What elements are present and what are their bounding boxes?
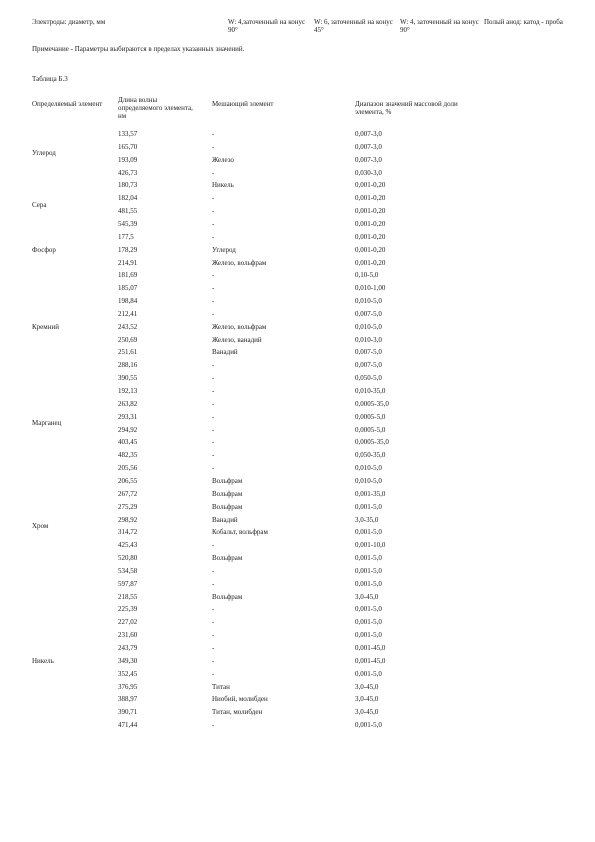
table-row: [0, 387, 595, 400]
interfering-element-cell: Ванадий: [212, 348, 238, 357]
interfering-element-cell: -: [212, 464, 215, 473]
table-row: [0, 438, 595, 451]
wavelength-cell: 288,16: [118, 361, 138, 370]
interfering-element-cell: Титан, молибден: [212, 708, 263, 717]
interfering-element-cell: -: [212, 605, 215, 614]
interfering-element-cell: -: [212, 130, 215, 138]
interfering-element-cell: -: [212, 631, 215, 640]
table-row: [0, 605, 595, 618]
mass-fraction-cell: 0,001-35,0: [355, 489, 386, 498]
wavelength-cell: 165,70: [118, 142, 138, 151]
wavelength-cell: 293,31: [118, 412, 138, 421]
interfering-element-cell: -: [212, 438, 215, 447]
table-row: [0, 413, 595, 426]
interfering-element-cell: Железо, ванадий: [212, 335, 262, 344]
interfering-element-cell: Углерод: [212, 245, 236, 254]
wavelength-cell: 227,02: [118, 618, 138, 627]
element-name: Хром: [32, 521, 49, 530]
table-row: [0, 207, 595, 220]
header-interfering-element: Мешающий элемент: [212, 100, 274, 108]
mass-fraction-cell: 0,001-5,0: [355, 669, 382, 678]
table-row: [0, 708, 595, 721]
mass-fraction-cell: 0,050-5,0: [355, 374, 382, 383]
element-name: Никель: [32, 656, 54, 665]
mass-fraction-cell: 0,001-0,20: [355, 219, 386, 228]
prev-table-cell-w4-90: W: 4,заточенный на конус 90°: [228, 18, 306, 35]
table-row: [0, 477, 595, 490]
mass-fraction-cell: 0,001-5,0: [355, 579, 382, 588]
mass-fraction-cell: 0,001-5,0: [355, 605, 382, 614]
wavelength-cell: 388,97: [118, 695, 138, 704]
wavelength-cell: 243,79: [118, 644, 138, 652]
mass-fraction-cell: 0,010-5,0: [355, 297, 382, 306]
mass-fraction-cell: 0,007-5,0: [355, 361, 382, 370]
mass-fraction-cell: 0,001-0,20: [355, 194, 386, 203]
interfering-element-cell: Железо, вольфрам: [212, 322, 267, 331]
interfering-element-cell: Кобальт, вольфрам: [212, 528, 268, 537]
wavelength-cell: 376,95: [118, 682, 138, 691]
wavelength-cell: 298,92: [118, 515, 138, 524]
table-row: [0, 336, 595, 349]
interfering-element-cell: -: [212, 721, 215, 730]
interfering-element-cell: Вольфрам: [212, 489, 243, 498]
table-title: Таблица Б.3: [32, 75, 68, 83]
mass-fraction-cell: 0,001-0,20: [355, 258, 386, 267]
table-row: [0, 297, 595, 310]
wavelength-cell: 390,71: [118, 708, 138, 717]
wavelength-cell: 403,45: [118, 438, 138, 447]
table-row: [0, 323, 595, 336]
wavelength-cell: 482,35: [118, 451, 138, 460]
interfering-element-cell: -: [212, 579, 215, 588]
mass-fraction-cell: 0,001-45,0: [355, 644, 386, 652]
wavelength-cell: 314,72: [118, 528, 138, 537]
wavelength-cell: 263,82: [118, 399, 138, 408]
mass-fraction-cell: 0,010-1,00: [355, 284, 386, 293]
interfering-element-cell: -: [212, 271, 215, 280]
mass-fraction-cell: 0,001-5,0: [355, 721, 382, 730]
wavelength-cell: 250,69: [118, 335, 138, 344]
interfering-element-cell: Вольфрам: [212, 502, 243, 511]
wavelength-cell: 349,30: [118, 656, 138, 665]
interfering-element-cell: -: [212, 656, 215, 665]
table-row: [0, 657, 595, 670]
mass-fraction-cell: 0,007-5,0: [355, 348, 382, 357]
table-row: [0, 580, 595, 593]
prev-table-cell-w4-90b: W: 4, заточенный на конус 90°: [400, 18, 479, 35]
mass-fraction-cell: 0,001-10,0: [355, 541, 386, 550]
mass-fraction-cell: 0,001-0,20: [355, 245, 386, 254]
wavelength-cell: 231,60: [118, 631, 138, 640]
interfering-element-cell: -: [212, 399, 215, 408]
wavelength-cell: 193,09: [118, 155, 138, 164]
table-row: [0, 490, 595, 503]
table-row: [0, 233, 595, 246]
wavelength-cell: 275,29: [118, 502, 138, 511]
mass-fraction-cell: 3,0-45,0: [355, 695, 379, 704]
prev-table-cell-w6-45: W: 6, заточенный на конус 45°: [314, 18, 393, 35]
table-row: [0, 631, 595, 644]
table-row: [0, 644, 595, 657]
table-row: [0, 361, 595, 374]
mass-fraction-cell: 0,050-35,0: [355, 451, 386, 460]
mass-fraction-cell: 0,010-5,0: [355, 322, 382, 331]
interfering-element-cell: Вольфрам: [212, 476, 243, 485]
table-row: [0, 528, 595, 541]
table-row: [0, 246, 595, 259]
interfering-element-cell: -: [212, 541, 215, 550]
table-row: [0, 670, 595, 683]
interfering-element-cell: Ванадий: [212, 515, 238, 524]
table-row: [0, 310, 595, 323]
wavelength-cell: 178,29: [118, 245, 138, 254]
table-row: [0, 721, 595, 734]
wavelength-cell: 177,5: [118, 232, 134, 241]
wavelength-cell: 425,43: [118, 541, 138, 550]
interfering-element-cell: -: [212, 297, 215, 306]
mass-fraction-cell: 0,0005-35,0: [355, 399, 389, 408]
table-row: [0, 516, 595, 529]
element-name: Марганец: [32, 419, 62, 428]
table-row: [0, 464, 595, 477]
mass-fraction-cell: 0,001-5,0: [355, 502, 382, 511]
interfering-element-cell: Железо: [212, 155, 234, 164]
mass-fraction-cell: 0,0005-5,0: [355, 425, 386, 434]
interfering-element-cell: Вольфрам: [212, 592, 243, 601]
wavelength-cell: 205,56: [118, 464, 138, 473]
element-name: Углерод: [32, 149, 56, 158]
wavelength-cell: 471,44: [118, 721, 138, 730]
interfering-element-cell: -: [212, 451, 215, 460]
table-row: [0, 156, 595, 169]
table-row: [0, 503, 595, 516]
prev-table-cell-electrodes: Электроды: диаметр, мм: [32, 18, 106, 26]
element-name: Фосфор: [32, 245, 56, 254]
interfering-element-cell: -: [212, 309, 215, 318]
interfering-element-cell: -: [212, 168, 215, 177]
mass-fraction-cell: 0,010-35,0: [355, 387, 386, 395]
mass-fraction-cell: 0,001-5,0: [355, 631, 382, 640]
interfering-element-cell: -: [212, 387, 215, 395]
wavelength-cell: 225,39: [118, 605, 138, 614]
mass-fraction-cell: 0,010-3,0: [355, 335, 382, 344]
wavelength-cell: 214,91: [118, 258, 138, 267]
interfering-element-cell: -: [212, 194, 215, 203]
wavelength-cell: 267,72: [118, 489, 138, 498]
table-row: [0, 194, 595, 207]
table-row: [0, 220, 595, 233]
table-row: [0, 348, 595, 361]
mass-fraction-cell: 0,001-45,0: [355, 656, 386, 665]
interfering-element-cell: -: [212, 644, 215, 652]
mass-fraction-cell: 0,010-5,0: [355, 476, 382, 485]
table-row: [0, 271, 595, 284]
wavelength-cell: 597,87: [118, 579, 138, 588]
mass-fraction-cell: 0,10-5,0: [355, 271, 379, 280]
mass-fraction-cell: 0,001-0,20: [355, 232, 386, 241]
interfering-element-cell: -: [212, 207, 215, 216]
wavelength-cell: 198,84: [118, 297, 138, 306]
table-row: [0, 618, 595, 631]
mass-fraction-cell: 3,0-45,0: [355, 682, 379, 691]
mass-fraction-cell: 0,007-3,0: [355, 130, 382, 138]
interfering-element-cell: -: [212, 232, 215, 241]
table-row: [0, 143, 595, 156]
interfering-element-cell: -: [212, 284, 215, 293]
table-row: [0, 451, 595, 464]
mass-fraction-cell: 0,030-3,0: [355, 168, 382, 177]
mass-fraction-cell: 0,001-0,20: [355, 207, 386, 216]
interfering-element-cell: -: [212, 669, 215, 678]
mass-fraction-cell: 0,0005-5,0: [355, 412, 386, 421]
table-row: [0, 130, 595, 143]
table-row: [0, 567, 595, 580]
mass-fraction-cell: 3,0-45,0: [355, 592, 379, 601]
wavelength-cell: 212,41: [118, 309, 138, 318]
interfering-element-cell: -: [212, 566, 215, 575]
header-wavelength: Длина волны определяемого элемента, нм: [118, 96, 193, 121]
table-row: [0, 426, 595, 439]
table-row: [0, 181, 595, 194]
interfering-element-cell: Железо, вольфрам: [212, 258, 267, 267]
wavelength-cell: 218,55: [118, 592, 138, 601]
interfering-element-cell: -: [212, 361, 215, 370]
wavelength-cell: 206,55: [118, 476, 138, 485]
element-name: Сера: [32, 200, 47, 209]
mass-fraction-cell: 3,0-45,0: [355, 708, 379, 717]
wavelength-cell: 243,52: [118, 322, 138, 331]
table-row: [0, 374, 595, 387]
header-mass-fraction-range: Диапазон значений массовой доли элемента, %: [355, 100, 458, 117]
mass-fraction-cell: 0,010-5,0: [355, 464, 382, 473]
wavelength-cell: 534,58: [118, 566, 138, 575]
wavelength-cell: 294,92: [118, 425, 138, 434]
wavelength-cell: 192,13: [118, 387, 138, 395]
mass-fraction-cell: 0,0005-35,0: [355, 438, 389, 447]
interfering-element-cell: -: [212, 618, 215, 627]
table-row: [0, 259, 595, 272]
mass-fraction-cell: 0,001-0,20: [355, 181, 386, 190]
interfering-element-cell: -: [212, 412, 215, 421]
table-note: Примечание - Параметры выбираются в пределах указанных значений.: [32, 45, 245, 53]
wavelength-cell: 182,04: [118, 194, 138, 203]
wavelength-cell: 520,80: [118, 554, 138, 563]
wavelength-cell: 390,55: [118, 374, 138, 383]
wavelength-cell: 545,39: [118, 219, 138, 228]
table-row: [0, 593, 595, 606]
interfering-element-cell: Вольфрам: [212, 554, 243, 563]
interfering-element-cell: Никель: [212, 181, 234, 190]
mass-fraction-cell: 0,001-5,0: [355, 566, 382, 575]
wavelength-cell: 181,69: [118, 271, 138, 280]
wavelength-cell: 133,57: [118, 130, 138, 138]
wavelength-cell: 251,61: [118, 348, 138, 357]
wavelength-cell: 426,73: [118, 168, 138, 177]
table-row: [0, 683, 595, 696]
wavelength-cell: 180,73: [118, 181, 138, 190]
mass-fraction-cell: 0,001-5,0: [355, 618, 382, 627]
element-name: Кремний: [32, 322, 59, 331]
table-row: [0, 169, 595, 182]
interfering-element-cell: -: [212, 425, 215, 434]
mass-fraction-cell: 0,007-3,0: [355, 142, 382, 151]
mass-fraction-cell: 0,001-5,0: [355, 528, 382, 537]
wavelength-cell: 185,07: [118, 284, 138, 293]
wavelength-cell: 481,55: [118, 207, 138, 216]
interfering-element-cell: -: [212, 374, 215, 383]
mass-fraction-cell: 0,001-5,0: [355, 554, 382, 563]
mass-fraction-cell: 0,007-3,0: [355, 155, 382, 164]
table-row: [0, 284, 595, 297]
interfering-element-cell: Титан: [212, 682, 230, 691]
table-row: [0, 541, 595, 554]
table-row: [0, 400, 595, 413]
interfering-element-cell: -: [212, 219, 215, 228]
interfering-element-cell: Ниобий, молибден: [212, 695, 268, 704]
table-row: [0, 554, 595, 567]
mass-fraction-cell: 3,0-35,0: [355, 515, 379, 524]
wavelength-cell: 352,45: [118, 669, 138, 678]
table-row: [0, 695, 595, 708]
prev-table-cell-hollow-anode: Полый анод: катод - проба: [484, 18, 563, 26]
mass-fraction-cell: 0,007-5,0: [355, 309, 382, 318]
interfering-element-cell: -: [212, 142, 215, 151]
header-element: Определяемый элемент: [32, 100, 103, 108]
